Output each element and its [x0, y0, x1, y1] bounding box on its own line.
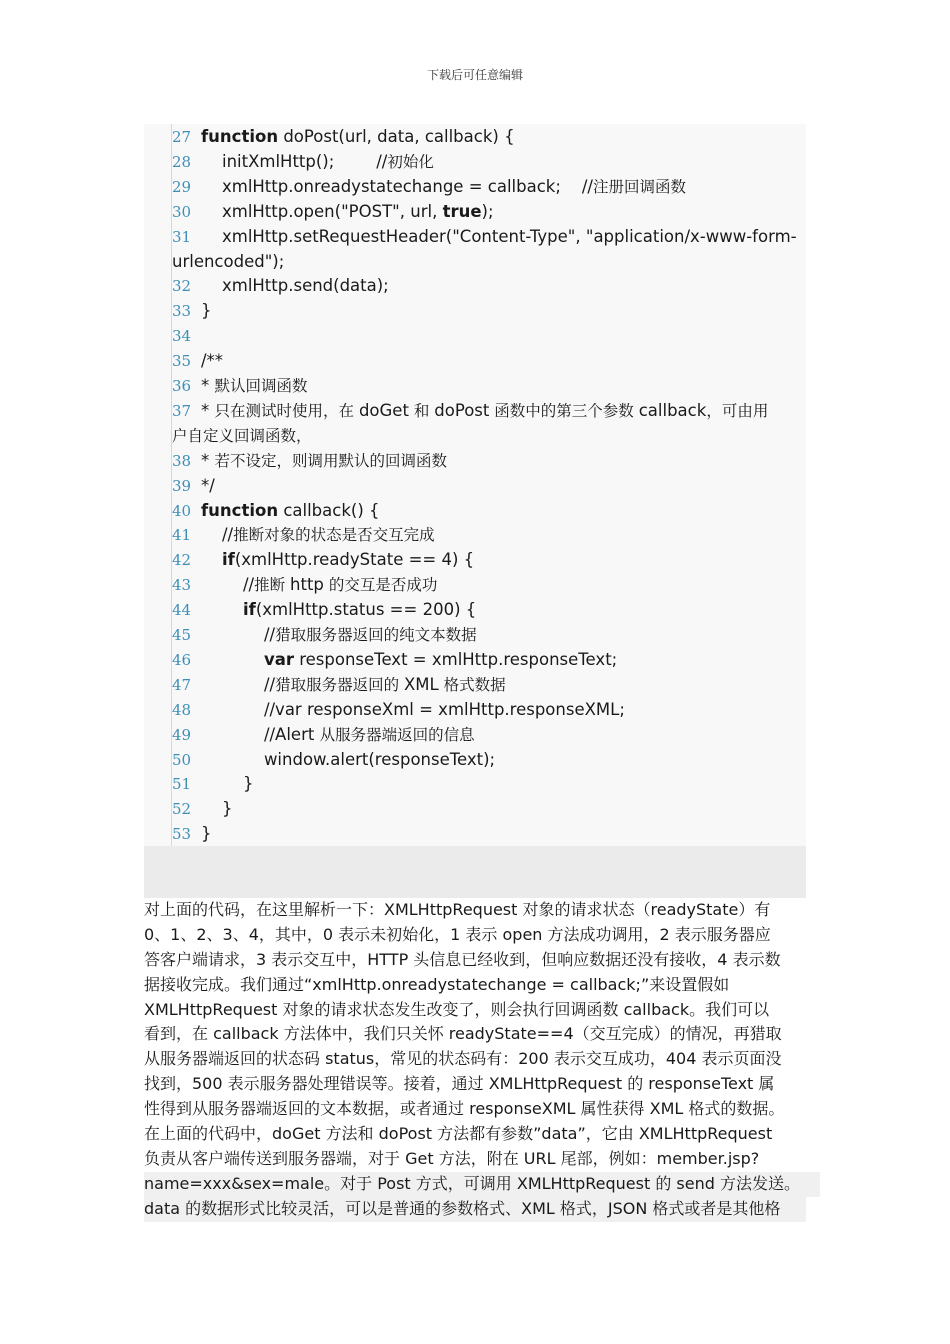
- line-number: 51: [172, 775, 192, 794]
- code-text: 只在测试时使用，在: [214, 401, 359, 420]
- code-text: 函数中的第三个参数: [489, 401, 639, 420]
- code-text: 格式数据: [438, 675, 506, 694]
- code-text: xmlHttp.send(data);: [201, 276, 389, 296]
- line-number: 35: [172, 352, 192, 371]
- line-number: 27: [172, 128, 192, 146]
- code-text: 默认回调函数: [214, 377, 308, 395]
- code-line: [172, 722, 808, 748]
- line-number: 44: [172, 601, 192, 620]
- paragraph-line: 对上面的代码，在这里解析一下：XMLHttpRequest 对象的请求状态（readyState）有: [144, 900, 771, 919]
- code-text: }: [201, 774, 254, 794]
- code-text: 初始化: [387, 152, 434, 171]
- code-text: //: [201, 525, 234, 545]
- line-number: 36: [172, 377, 192, 395]
- line-number: 28: [172, 152, 192, 171]
- code-text: xmlHttp.setRequestHeader("Content-Type", "application/x-www-form-: [201, 226, 797, 246]
- paragraph-line: 在上面的代码中，doGet 方法和 doPost 方法都有参数”data”，它由 XMLHttpRequest: [144, 1124, 773, 1144]
- code-text: //: [201, 674, 276, 694]
- code-text: (xmlHttp.status == 200) {: [255, 600, 477, 620]
- code-line: [172, 522, 808, 548]
- code-text: *: [201, 400, 215, 420]
- code-text: 推断: [254, 576, 291, 595]
- paragraph-line: 看到，在 callback 方法体中，我们只关怀 readyState==4（交互完成）的情况，再猎取: [144, 1024, 782, 1044]
- line-number: 49: [172, 725, 192, 744]
- code-text: callback() {: [278, 500, 380, 520]
- code-text: );: [481, 201, 494, 221]
- code-keyword: if: [242, 600, 256, 620]
- code-line: [172, 348, 808, 374]
- code-text: 猎取服务器返回的纯文本数据: [275, 626, 477, 644]
- code-line: [172, 224, 808, 250]
- code-block-footer: [144, 846, 806, 898]
- code-text: *: [201, 450, 215, 470]
- line-number: 50: [172, 750, 192, 769]
- code-keyword: function: [201, 500, 279, 520]
- code-line: [172, 547, 808, 573]
- code-line: [172, 448, 808, 474]
- code-line: [172, 199, 808, 225]
- code-line: [172, 647, 808, 673]
- code-text: callback: [638, 400, 707, 420]
- line-number: 37: [172, 401, 192, 420]
- code-text: 和: [408, 401, 435, 420]
- code-text: 若不设定，则调用默认的回调函数: [214, 451, 448, 470]
- code-line: [172, 821, 808, 847]
- paragraph-line: XMLHttpRequest 对象的请求状态发生改变了，则会执行回调函数 callback。我们可以: [144, 999, 770, 1019]
- code-text: xmlHttp.onreadystatechange = callback; //: [201, 176, 593, 196]
- paragraph-line: 0、1、2、3、4，其中，0 表示未初始化，1 表示 open 方法成功调用，2 表示服务器应: [144, 924, 771, 944]
- line-number: 39: [172, 476, 192, 495]
- line-number: 29: [172, 177, 192, 196]
- code-text: /**: [201, 351, 224, 371]
- paragraph-line: 答客户端请求，3 表示交互中，HTTP 头信息已经收到，但响应数据还没有接收，4 表示数: [144, 949, 781, 969]
- code-line: [172, 672, 808, 698]
- code-text: //: [201, 575, 255, 595]
- code-text: doGet: [358, 400, 409, 420]
- code-text: //Alert: [201, 724, 320, 744]
- code-line: [172, 771, 808, 797]
- explanation-paragraph: [144, 898, 806, 1222]
- code-keyword: function: [201, 127, 279, 146]
- code-line: [172, 273, 808, 299]
- code-text: 户自定义回调函数，: [172, 426, 312, 445]
- code-text: doPost(url, data, callback) {: [278, 127, 515, 146]
- line-number: 41: [172, 526, 192, 545]
- code-text: [201, 600, 243, 619]
- code-line: [172, 149, 808, 175]
- code-text: XML: [404, 674, 439, 694]
- code-text: 猎取服务器返回的: [275, 675, 404, 694]
- code-text: doPost: [434, 400, 490, 420]
- code-line: [172, 124, 808, 150]
- line-number: 53: [172, 825, 192, 844]
- code-text: }: [201, 301, 212, 321]
- code-keyword: true: [442, 201, 482, 221]
- code-line: [172, 423, 808, 449]
- code-text: 从服务器端返回的信息: [319, 725, 475, 744]
- code-line: [172, 473, 808, 499]
- line-number: 31: [172, 227, 192, 246]
- paragraph-line: data 的数据形式比较灵活，可以是普通的参数格式、XML 格式，JSON 格式或者是其他格: [144, 1197, 806, 1222]
- code-text: *: [201, 376, 215, 395]
- code-line: [172, 796, 808, 822]
- paragraph-line: 据接收完成。我们通过“xmlHttp.onreadystatechange = callback;”来设置假如: [144, 974, 730, 994]
- code-line: [172, 572, 808, 598]
- code-text: responseText = xmlHttp.responseText;: [293, 649, 618, 669]
- code-keyword: if: [221, 550, 235, 570]
- code-text: */: [201, 475, 215, 495]
- code-text: }: [201, 824, 212, 844]
- code-text: 推断对象的状态是否交互完成: [233, 526, 435, 545]
- code-text: (xmlHttp.readyState == 4) {: [234, 550, 475, 570]
- code-line: [172, 498, 808, 524]
- code-text: xmlHttp.open("POST", url,: [201, 201, 443, 221]
- code-line: [172, 323, 808, 349]
- code-text: ，可由用: [706, 401, 769, 420]
- code-text: initXmlHttp(); //: [201, 151, 388, 171]
- code-text: //: [201, 625, 276, 644]
- line-number: 52: [172, 800, 192, 819]
- code-line: [172, 298, 808, 324]
- code-line: [172, 597, 808, 623]
- code-text: //var responseXml = xmlHttp.responseXML;: [201, 699, 625, 719]
- line-number: 34: [172, 327, 192, 346]
- line-number: 45: [172, 626, 192, 644]
- code-text: http: [290, 575, 324, 595]
- code-text: window.alert(responseText);: [201, 749, 496, 769]
- line-number: 30: [172, 202, 192, 221]
- code-text: 的交互是否成功: [323, 576, 438, 595]
- line-number: 32: [172, 277, 192, 296]
- paragraph-line: 从服务器端返回的状态码 status，常见的状态码有：200 表示交互成功，404 表示页面没: [144, 1049, 782, 1069]
- paragraph-line: 性得到从服务器端返回的文本数据，或者通过 responseXML 属性获得 XML 格式的数据。: [144, 1099, 785, 1119]
- line-number: 47: [172, 675, 192, 694]
- page-header: 下载后可任意编辑: [426, 68, 523, 82]
- code-line: [172, 747, 808, 773]
- line-number: 46: [172, 650, 192, 669]
- line-number: 33: [172, 302, 192, 321]
- code-line: [172, 697, 808, 723]
- code-text: [201, 650, 264, 669]
- line-number: 43: [172, 576, 192, 595]
- line-number: 38: [172, 451, 192, 470]
- paragraph-line: 负责从客户端传送到服务器端，对于 Get 方法，附在 URL 尾部，例如：member.jsp?: [144, 1148, 760, 1168]
- code-keyword: var: [263, 649, 294, 669]
- code-text: }: [201, 799, 233, 819]
- code-text: [201, 550, 222, 569]
- code-text: 注册回调函数: [593, 177, 687, 196]
- code-line: [172, 174, 808, 200]
- code-line: [172, 622, 808, 648]
- paragraph-line: name=xxx&sex=male。对于 Post 方式，可调用 XMLHttpRequest 的 send 方法发送。: [144, 1172, 820, 1197]
- line-number: 42: [172, 551, 192, 570]
- line-number: 40: [172, 501, 192, 520]
- code-line: [172, 249, 808, 274]
- paragraph-line: 找到，500 表示服务器处理错误等。接着，通过 XMLHttpRequest 的 responseText 属: [144, 1074, 775, 1094]
- code-line: [172, 373, 808, 399]
- line-number: 48: [172, 700, 192, 719]
- code-text: urlencoded");: [172, 251, 285, 271]
- code-line: [172, 398, 808, 424]
